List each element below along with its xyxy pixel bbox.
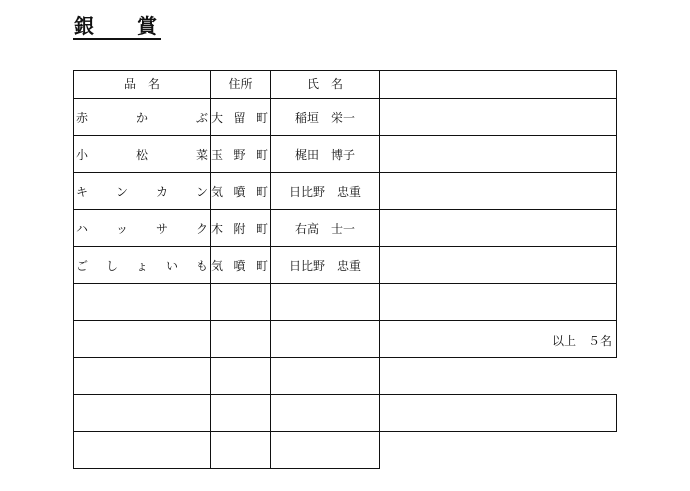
table-row-item (74, 247, 210, 283)
item-char: ン (115, 184, 128, 199)
address-char: 噴 (233, 258, 246, 273)
header-address: 住所 (228, 77, 253, 91)
address-char: 町 (255, 221, 268, 236)
item-char: も (195, 258, 208, 273)
item-char: か (135, 110, 148, 125)
header-item-name: 品 名 (123, 77, 160, 91)
award-title-char-2: 賞 (137, 14, 157, 38)
table-row-person: 梶田 博子 (294, 147, 355, 162)
item-char: 赤 (76, 110, 89, 125)
address-char: 町 (255, 184, 268, 199)
address-char: 附 (233, 221, 246, 236)
address-char: 町 (255, 110, 268, 125)
address-char: 玉 (211, 147, 224, 162)
item-char: 松 (135, 147, 148, 162)
address-char: 噴 (233, 184, 246, 199)
address-char: 気 (211, 258, 224, 273)
address-char: 木 (211, 221, 224, 236)
item-char: ょ (135, 258, 148, 273)
item-char: ク (195, 221, 208, 236)
award-title-char-1: 銀 (74, 14, 94, 38)
table-row-person: 日比野 忠重 (288, 184, 361, 199)
item-char: ハ (76, 221, 89, 236)
table-row-person: 右高 士一 (294, 221, 355, 236)
item-char: カ (155, 184, 168, 199)
table-row-address (211, 173, 269, 209)
table-row-address (211, 247, 269, 283)
item-char: し (105, 258, 118, 273)
table-row-item (74, 136, 210, 172)
award-title (73, 10, 161, 40)
item-char: ご (76, 258, 89, 273)
table-row-item (74, 210, 210, 246)
table-row-address (211, 136, 269, 172)
item-char: い (165, 258, 178, 273)
item-char: ッ (115, 221, 128, 236)
address-char: 町 (255, 147, 268, 162)
item-char: ぶ (195, 110, 208, 125)
address-char: 留 (233, 110, 246, 125)
header-person: 氏 名 (306, 77, 343, 91)
table-row-address (211, 210, 269, 246)
item-char: ン (195, 184, 208, 199)
item-char: サ (155, 221, 168, 236)
table-row-person: 日比野 忠重 (288, 258, 361, 273)
total-count-note: 以上 ５名 (551, 333, 612, 348)
address-char: 大 (211, 110, 224, 125)
table-row-item (74, 173, 210, 209)
item-char: 菜 (195, 147, 208, 162)
item-char: 小 (76, 147, 89, 162)
address-char: 町 (255, 258, 268, 273)
item-char: キ (76, 184, 89, 199)
table-row-person: 稲垣 栄一 (294, 110, 355, 125)
table-row-item (74, 99, 210, 135)
address-char: 気 (211, 184, 224, 199)
address-char: 野 (233, 147, 246, 162)
table-row-address (211, 99, 269, 135)
